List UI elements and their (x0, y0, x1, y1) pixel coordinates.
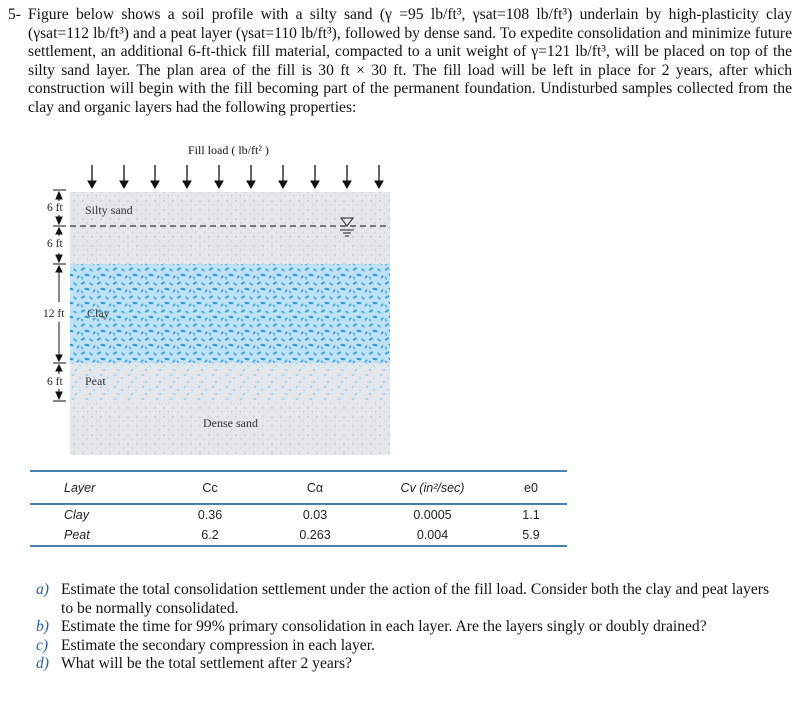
dim-label-peat: 6 ft (47, 376, 63, 388)
table-row (30, 525, 567, 546)
soil-profile-figure (0, 150, 420, 460)
header-cc: Cc (202, 480, 218, 495)
question-a (36, 581, 784, 618)
header-e0: e0 (524, 480, 538, 495)
layer-label-dense-sand: Dense sand (203, 416, 258, 430)
fill-load-label: Fill load ( lb/ft² ) (188, 143, 269, 157)
question-label: d) (36, 655, 49, 673)
dim-label-silty-bottom: 6 ft (47, 238, 63, 250)
header-layer: Layer (64, 480, 96, 495)
header-calpha: Cα (306, 480, 324, 495)
question-text: Estimate the secondary compression in each layer. (61, 636, 375, 654)
layer-label-silty-sand: Silty sand (85, 203, 133, 217)
problem-text: Figure below shows a soil profile with a silty sand (γ =95 lb/ft³, γsat=108 lb/ft³) underlain by high-plasticity clay (γsat=112 lb/ft³) and a peat layer (γsat=110 lb/ft³), followed by dense sand. To expedite consolidation and minimize future settlement, an additional 6-ft-thick fill material, compacted to a unit weight of γ=121 lb/ft³, will be placed on top of the silty sand layer. The plan area of the fill is 30 ft × 30 ft. The fill load will be left in place for 2 years, after which construction will begin with the fill becoming part of the permanent foundation. Undisturbed samples collected from the clay and organic layers had the following properties: (28, 6, 792, 116)
layer-label-peat: Peat (85, 374, 106, 388)
cell-cv: 0.0005 (413, 508, 452, 522)
question-label: a) (36, 581, 49, 598)
dimension-lines (53, 190, 66, 401)
question-list (36, 581, 784, 674)
question-label: b) (36, 618, 49, 636)
peat-layer (70, 363, 390, 401)
table-row (30, 504, 567, 525)
question-b (36, 618, 784, 637)
problem-statement (8, 6, 792, 118)
question-text: Estimate the total consolidation settlement under the action of the fill load. Consider both the clay and peat layers to be normally consolidated. (61, 581, 770, 617)
cell-calpha: 0.263 (299, 528, 331, 542)
dim-label-clay: 12 ft (43, 308, 65, 320)
cell-layer: Clay (64, 508, 90, 522)
question-d (36, 655, 784, 674)
problem-number: 5- (8, 6, 21, 23)
question-c (36, 637, 784, 656)
cell-cc: 0.36 (197, 508, 223, 522)
cell-e0: 1.1 (522, 508, 540, 522)
dim-label-silty-top: 6 ft (47, 202, 63, 214)
header-cv (370, 471, 495, 504)
question-text: What will be the total settlement after 2 years? (61, 655, 352, 673)
table-header-row (30, 471, 567, 504)
cell-cv: 0.004 (416, 528, 449, 542)
layer-label-clay: Clay (87, 306, 110, 320)
question-text: Estimate the time for 99% primary consolidation in each layer. Are the layers singly or doubly drained? (61, 618, 707, 636)
cell-layer: Peat (64, 528, 90, 542)
clay-layer (70, 264, 390, 363)
cell-calpha: 0.03 (302, 508, 328, 522)
cell-e0: 5.9 (522, 528, 540, 542)
soil-properties-table (30, 470, 567, 547)
fill-load-arrows (88, 165, 383, 188)
cell-cc: 6.2 (201, 528, 219, 542)
question-label: c) (36, 636, 49, 654)
header-cv-text: Cv (in²/sec) (400, 480, 465, 495)
